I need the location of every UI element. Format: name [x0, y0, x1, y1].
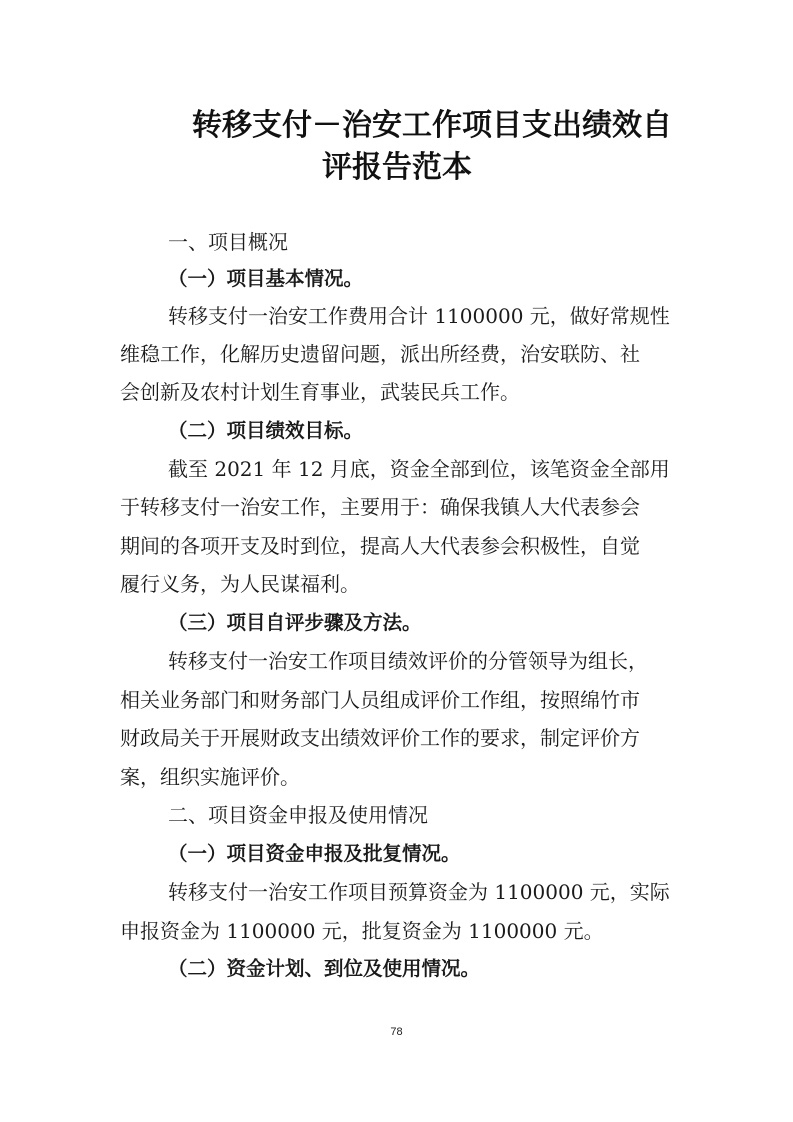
subsection-heading-2-1: （一）项目资金申报及批复情况。	[168, 842, 461, 865]
paragraph-line: 案，组织实施评价。	[120, 765, 300, 789]
subsection-heading-1-2: （二）项目绩效目标。	[168, 419, 364, 442]
paragraph-line: 申报资金为 1100000 元，批复资金为 1100000 元。	[120, 919, 604, 943]
paragraph-line: 转移支付一治安工作费用合计 1100000 元，做好常规性	[168, 304, 670, 328]
paragraph-line: 期间的各项开支及时到位，提高人大代表参会积极性，自觉	[120, 534, 640, 558]
paragraph-line: 于转移支付一治安工作，主要用于：确保我镇人大代表参会	[120, 495, 640, 519]
document-title-line-1: 转移支付－治安工作项目支出绩效自	[192, 108, 672, 143]
subsection-heading-1-1: （一）项目基本情况。	[168, 267, 364, 290]
paragraph-line: 会创新及农村计划生育事业，武装民兵工作。	[120, 380, 520, 404]
section-heading-1: 一、项目概况	[168, 230, 288, 254]
section-heading-2: 二、项目资金申报及使用情况	[168, 803, 428, 827]
paragraph-line: 转移支付一治安工作项目绩效评价的分管领导为组长，	[168, 649, 648, 673]
subsection-heading-1-3: （三）项目自评步骤及方法。	[168, 611, 422, 634]
page-number: 78	[390, 1026, 403, 1038]
paragraph-line: 履行义务，为人民谋福利。	[120, 572, 360, 596]
paragraph-line: 相关业务部门和财务部门人员组成评价工作组，按照绵竹市	[120, 688, 640, 712]
paragraph-line: 转移支付一治安工作项目预算资金为 1100000 元，实际	[168, 880, 670, 904]
paragraph-line: 维稳工作，化解历史遗留问题，派出所经费，治安联防、社	[120, 342, 640, 366]
subsection-heading-2-2: （二）资金计划、到位及使用情况。	[168, 957, 481, 980]
paragraph-line: 财政局关于开展财政支出绩效评价工作的要求，制定评价方	[120, 726, 640, 750]
document-title-line-2: 评报告范本	[322, 150, 472, 185]
paragraph-line: 截至 2021 年 12 月底，资金全部到位，该笔资金全部用	[168, 457, 670, 481]
